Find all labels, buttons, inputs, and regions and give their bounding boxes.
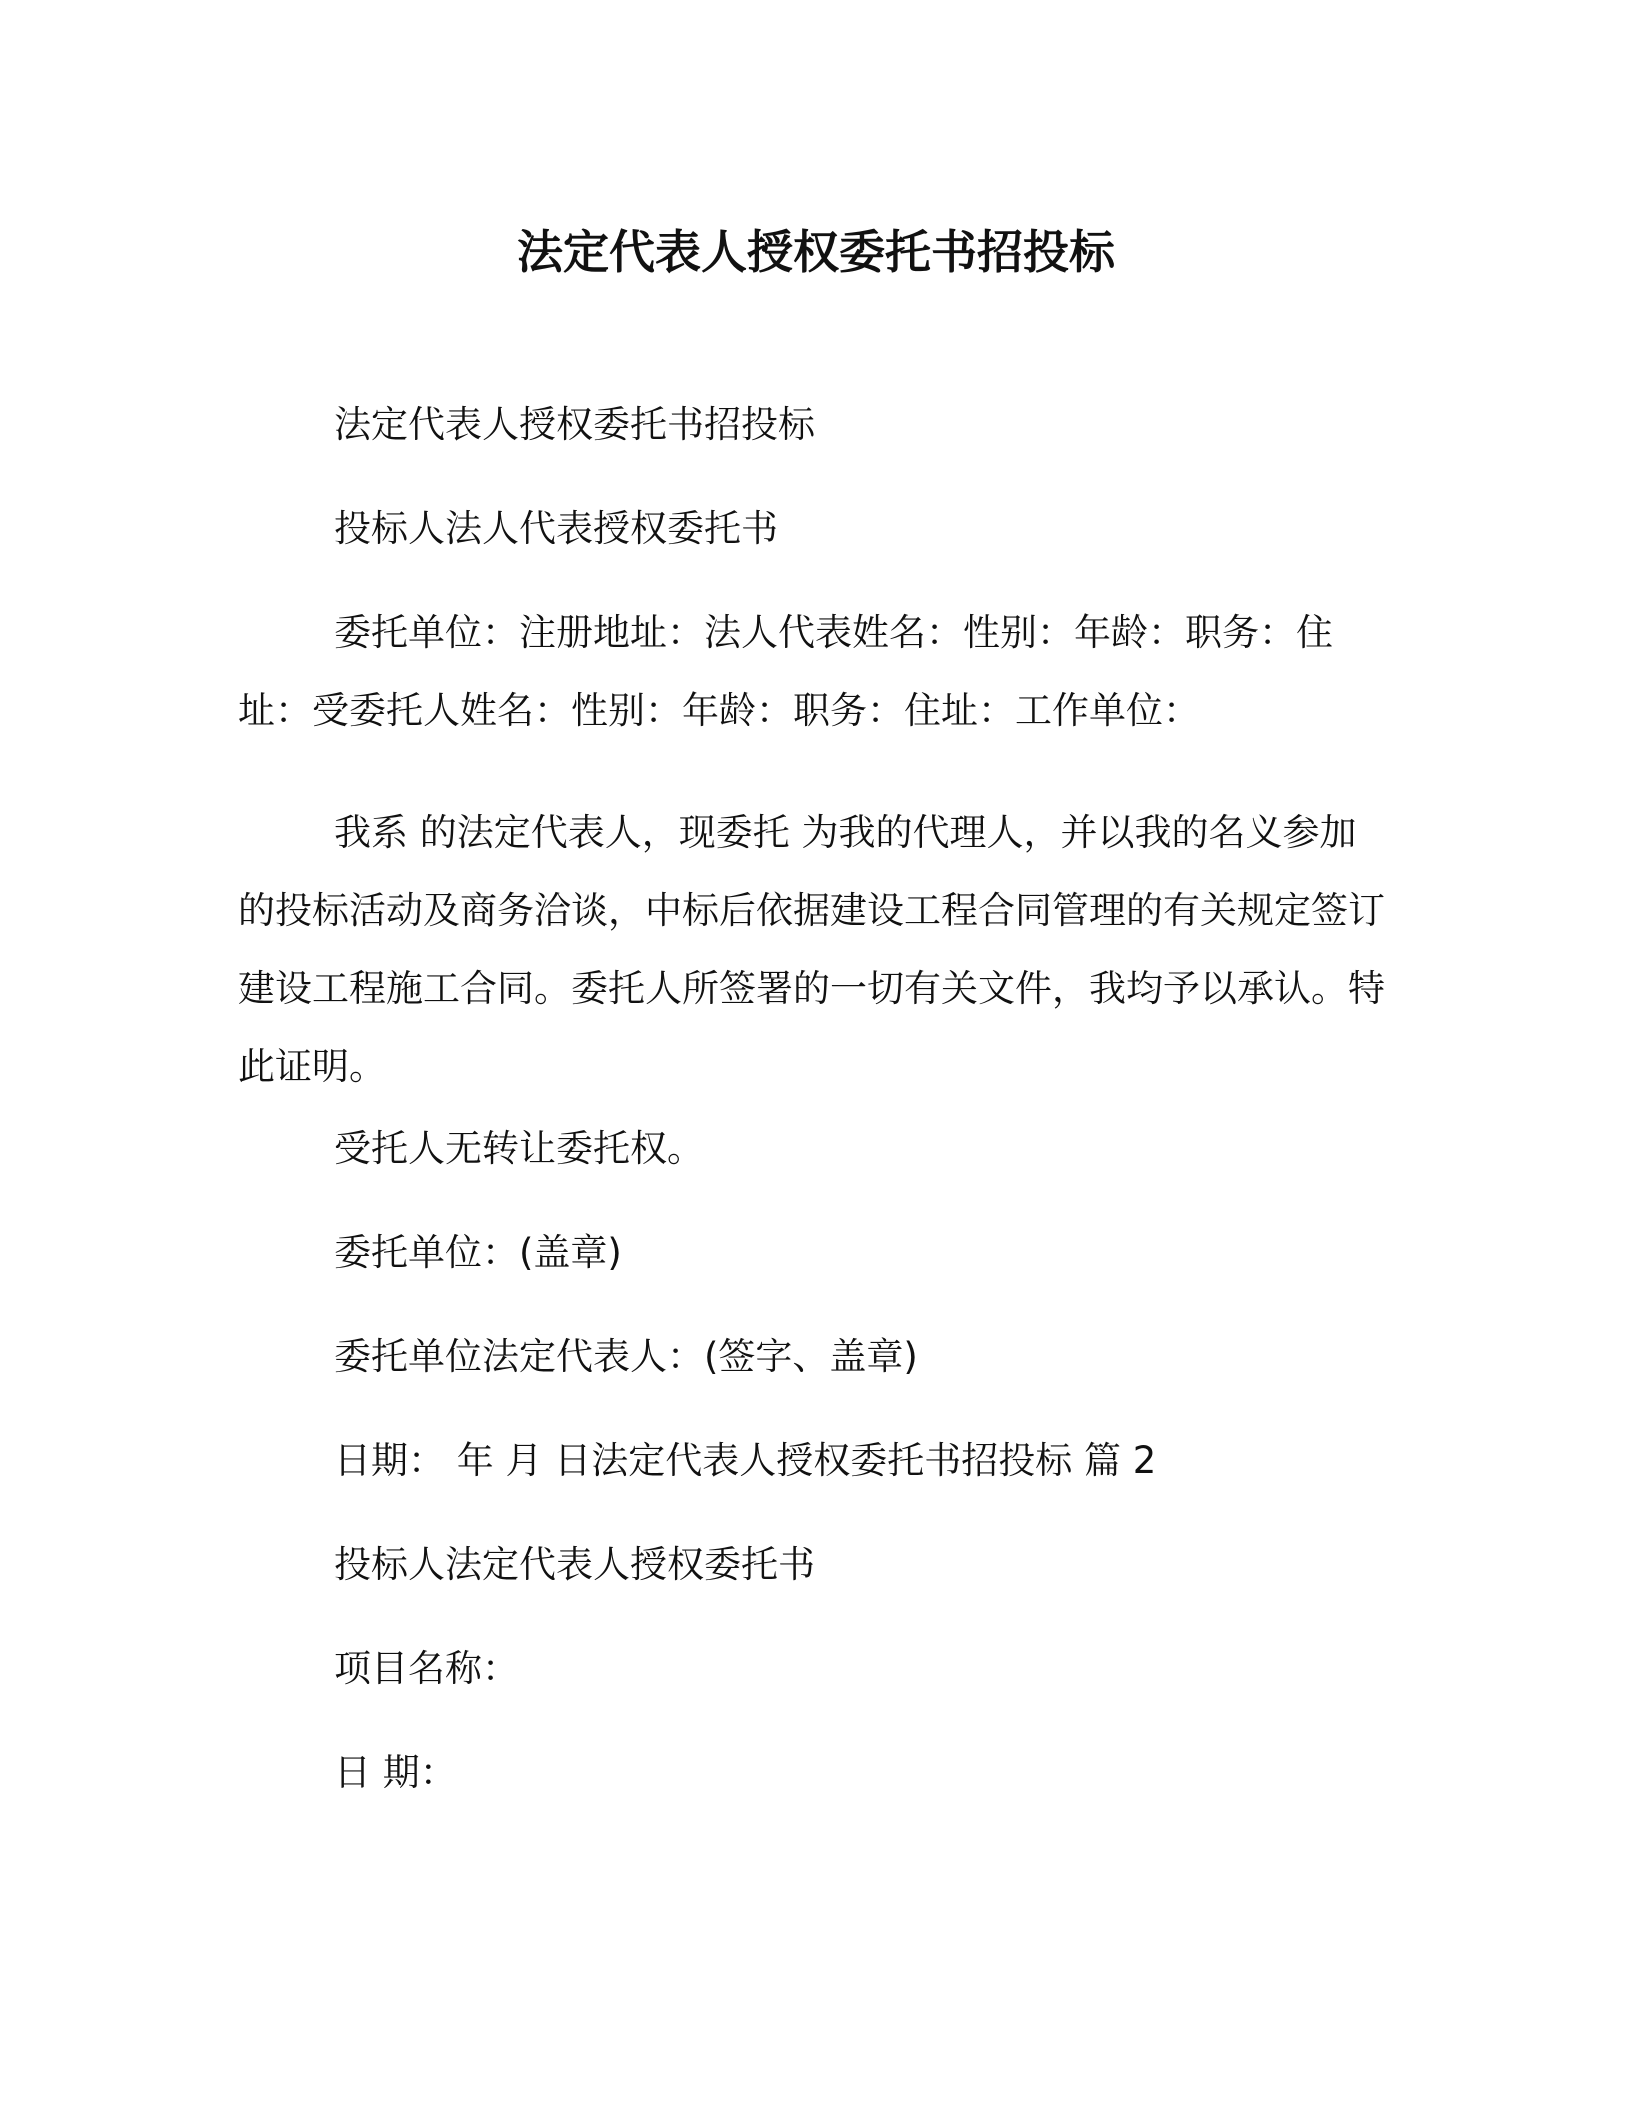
paragraph-date: 日 期： [334, 1751, 457, 1794]
paragraph-form-fields: 委托单位：注册地址：法人代表姓名：性别：年龄：职务：住址：受委托人姓名：性别：年龄：职务：住址：工作单位： [238, 611, 1333, 732]
paragraph-authorization-statement: 我系 的法定代表人，现委托 为我的代理人，并以我的名义参加 的投标活动及商务洽谈，中标后依据建设工程合同管理的有关规定签订建设工程施工合同。委托人所签署的一切有关文件，我均予以承认。特此证明。 [238, 811, 1385, 1088]
paragraph-subtitle: 法定代表人授权委托书招投标 [334, 403, 815, 446]
document-title: 法定代表人授权委托书招投标 [517, 225, 1115, 279]
paragraph-legal-rep-signature: 委托单位法定代表人：(签字、盖章) [334, 1335, 918, 1378]
paragraph-no-transfer: 受托人无转让委托权。 [334, 1127, 704, 1170]
paragraph-part2-heading: 投标人法定代表人授权委托书 [334, 1543, 815, 1586]
paragraph-entrusting-unit-seal: 委托单位：(盖章) [334, 1231, 622, 1274]
paragraph-project-name: 项目名称： [334, 1647, 519, 1690]
paragraph-date-part2: 日期： 年 月 日法定代表人授权委托书招投标 篇 2 [334, 1439, 1157, 1482]
paragraph-section-heading: 投标人法人代表授权委托书 [334, 507, 778, 550]
